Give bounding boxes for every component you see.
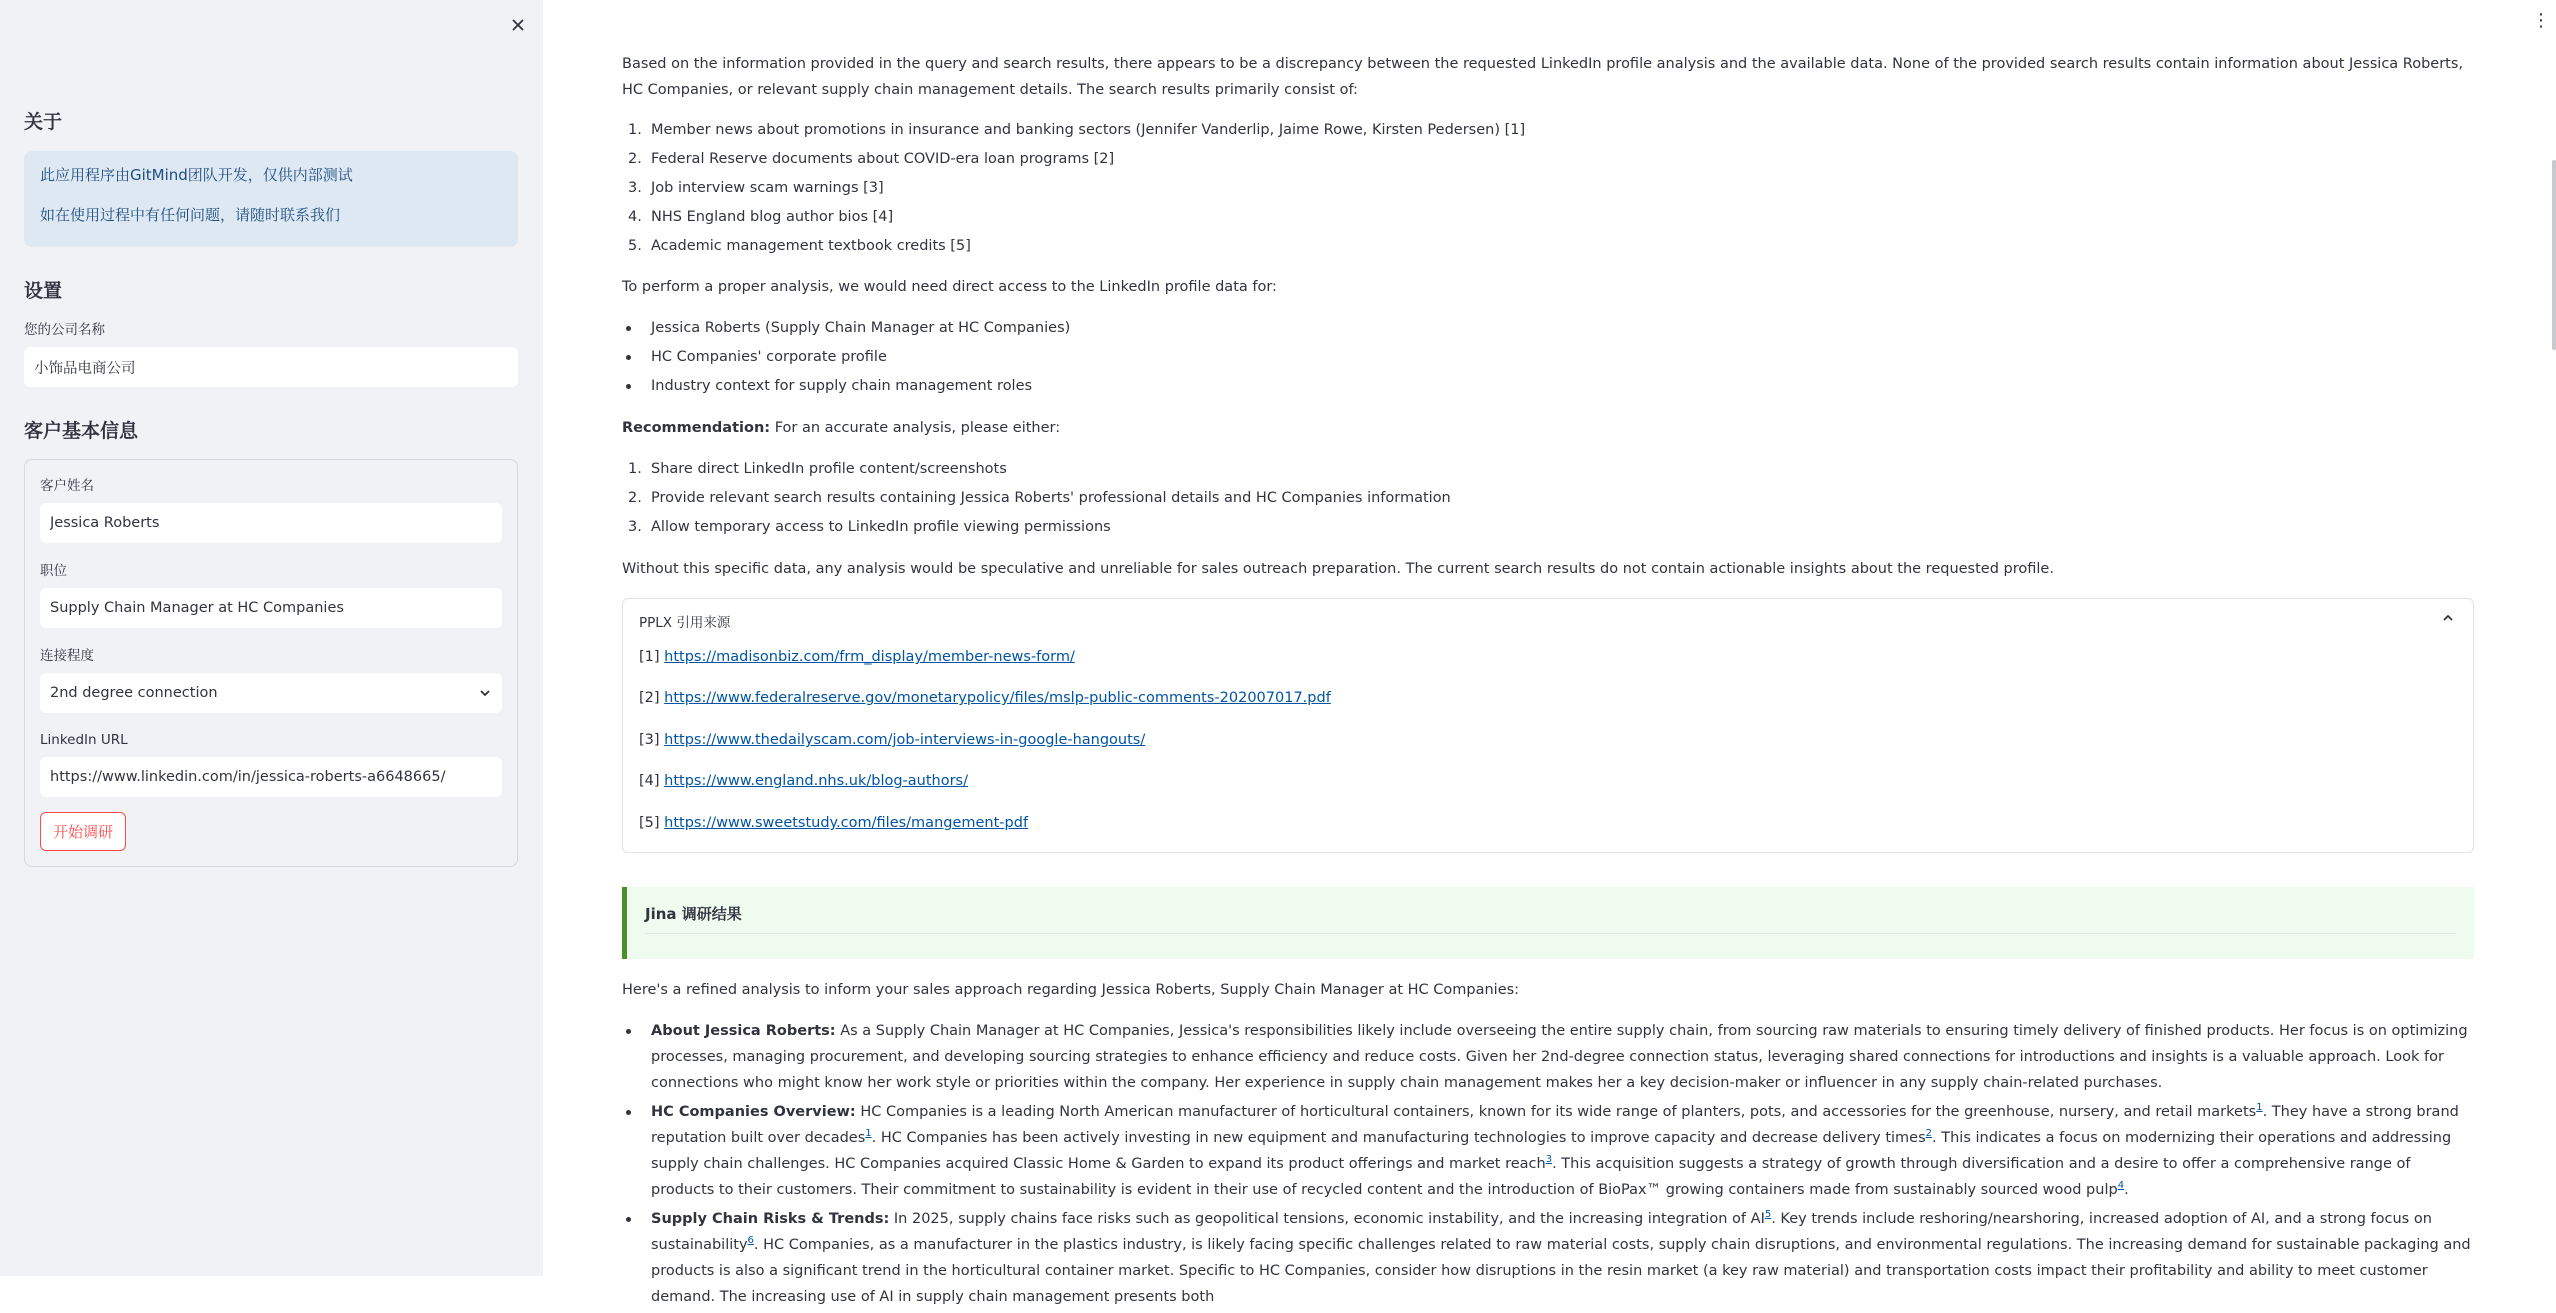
jina-intro-paragraph: Here's a refined analysis to inform your sales approach regarding Jessica Roberts, Supply Chain Manager at HC Companies: [622,982,1520,998]
info-box [24,151,518,247]
reference-3: [3] https://www.thedailyscam.com/job-interviews-in-google-hangouts/ [639,732,1146,748]
reference-link-5[interactable]: https://www.sweetstudy.com/files/mangement-pdf [664,815,1029,831]
access-list [622,315,2474,402]
about-heading: 关于 [24,111,63,133]
list-item: 3. Job interview scam warnings [3] [628,180,884,196]
connection-select-value: 2nd degree connection [50,685,218,701]
job-title-input[interactable] [40,588,502,628]
customer-name-input[interactable] [40,503,502,543]
footnote-link[interactable]: 1 [865,1128,872,1140]
list-item: 1. Share direct LinkedIn profile content/screenshots [628,461,1007,477]
customer-name-label: 客户姓名 [40,478,94,494]
intro-paragraph: Based on the information provided in the query and search results, there appears to be a discrepancy between the requested LinkedIn profile analysis and the available data. None of the provided search results contain information about Jessica Roberts, HC Companies, or relevant supply chain management details. The search results primarily consist of: [622,56,2464,98]
footnote-link[interactable]: 2 [1925,1128,1933,1140]
recommendation-paragraph: Recommendation: For an accurate analysis, please either: [622,420,1061,436]
info-line-2: 如在使用过程中有任何问题，请随时联系我们 [40,206,341,224]
list-item: About Jessica Roberts: As a Supply Chain Manager at HC Companies, Jessica's responsibilities likely include overseeing the entire supply chain, from sourcing raw materials to ensuring timely delivery of finished products. Her focus is on optimizing processes, managing procurement, and developing sourcing strategies to enhance efficiency and reduce costs. Given her 2nd-degree connection status, leveraging shared connections for introductions and insights is a valuable approach. Look for connections who might know her work style or priorities within the company. Her experience in supply chain management makes her a key decision-maker or influencer in any supply chain-related purchases. [622,1018,2474,1096]
reference-link-4[interactable]: https://www.england.nhs.uk/blog-authors/ [664,773,968,789]
pplx-sources-expander [622,598,2474,853]
list-item: 5. Academic management textbook credits [5] [628,238,971,254]
close-sidebar-button[interactable] [504,11,532,39]
list-item: Supply Chain Risks & Trends: In 2025, supply chains face risks such as geopolitical tensions, economic instability, and the increasing integration of AI$^5$. Key trends include reshoring/nearshoring, increased adoption of AI, and a strong focus on sustainability$^6$. HC Companies, as a manufacturer in the plastics industry, is likely facing specific challenges related to raw material costs, supply chain disruptions, and environmental regulations. The increasing demand for sustainable packaging and products is also a significant trend in the horticultural container market. Specific to HC Companies, consider how disruptions in the resin market (a key raw material) and transportation costs impact their profitability and ability to meet customer demand. The increasing use of AI in supply chain management presents both [622,1206,2474,1310]
jina-analysis-list [622,1018,2474,1313]
recommendation-list [622,456,2474,543]
linkedin-url-input[interactable] [40,757,502,797]
company-name-label: 您的公司名称 [24,322,105,338]
close-icon [510,17,526,33]
linkedin-url-label: LinkedIn URL [40,732,128,748]
list-item: 2. Federal Reserve documents about COVID-era loan programs [2] [628,151,1115,167]
info-line-1: 此应用程序由GitMind团队开发，仅供内部测试 [40,166,353,184]
reference-link-3[interactable]: https://www.thedailyscam.com/job-interviews-in-google-hangouts/ [664,732,1146,748]
settings-heading: 设置 [24,280,63,302]
list-item: HC Companies' corporate profile [622,344,2474,370]
list-item: Jessica Roberts (Supply Chain Manager at HC Companies) [622,315,2474,341]
jina-results-box [622,887,2474,959]
footnote-link[interactable]: 4 [2117,1180,2125,1192]
need-access-paragraph: To perform a proper analysis, we would need direct access to the LinkedIn profile data for: [622,279,1277,295]
main-menu-icon[interactable]: ⋮ [2532,10,2550,31]
connection-select[interactable] [40,673,502,713]
reference-2: [2] https://www.federalreserve.gov/monetarypolicy/files/mslp-public-comments-202007017.pdf [639,690,1331,706]
expander-title[interactable]: PPLX 引用来源 [639,615,731,631]
reference-5: [5] https://www.sweetstudy.com/files/mangement-pdf [639,815,1029,831]
footnote-link[interactable]: 1 [2256,1102,2263,1114]
footnote-link[interactable]: 3 [1545,1154,1553,1166]
company-name-input[interactable] [24,347,518,387]
footnote-link[interactable]: 6 [747,1235,754,1247]
customer-info-heading: 客户基本信息 [24,420,139,442]
reference-link-1[interactable]: https://madisonbiz.com/frm_display/member-news-form/ [664,649,1075,665]
job-title-label: 职位 [40,563,67,579]
search-results-list [622,117,2474,262]
list-item: HC Companies Overview: HC Companies is a leading North American manufacturer of horticultural containers, known for its wide range of planters, pots, and accessories for the greenhouse, nursery, and retail markets$^1$. They have a strong brand reputation built over decades$^1$. HC Companies has been actively investing in new equipment and manufacturing technologies to improve capacity and decrease delivery times$^2$. This indicates a focus on modernizing their operations and addressing supply chain challenges. HC Companies acquired Classic Home & Garden to expand its product offerings and market reach$^3$. This acquisition suggests a strategy of growth through diversification and a desire to offer a comprehensive range of products to their customers. Their commitment to sustainability is evident in their use of recycled content and the introduction of BioPax™ growing containers made from sustainably sourced wood pulp$^4$. [622,1099,2474,1203]
without-data-paragraph: Without this specific data, any analysis would be speculative and unreliable for sales outreach preparation. The current search results do not contain actionable insights about the requested profile. [622,561,2054,577]
list-item: 1. Member news about promotions in insurance and banking sectors (Jennifer Vanderlip, Jaime Rowe, Kirsten Pedersen) [1] [628,122,1526,138]
list-item: 2. Provide relevant search results containing Jessica Roberts' professional details and HC Companies information [628,490,1451,506]
connection-label: 连接程度 [40,648,94,664]
chevron-down-icon [478,686,492,700]
footnote-link[interactable]: 5 [1764,1209,1772,1221]
sidebar [0,0,543,1276]
jina-title: Jina 调研结果 [645,905,742,923]
reference-link-2[interactable]: https://www.federalreserve.gov/monetarypolicy/files/mslp-public-comments-202007017.pdf [664,690,1331,706]
divider [645,933,2456,934]
list-item: 4. NHS England blog author bios [4] [628,209,894,225]
chevron-up-icon[interactable] [2441,611,2455,625]
scrollbar[interactable] [2552,160,2556,350]
reference-1: [1] https://madisonbiz.com/frm_display/member-news-form/ [639,649,1075,665]
list-item: 3. Allow temporary access to LinkedIn profile viewing permissions [628,519,1111,535]
main-content [543,0,2556,1305]
list-item: Industry context for supply chain management roles [622,373,2474,399]
reference-4: [4] https://www.england.nhs.uk/blog-authors/ [639,773,968,789]
start-research-button[interactable]: 开始调研 [40,812,126,851]
